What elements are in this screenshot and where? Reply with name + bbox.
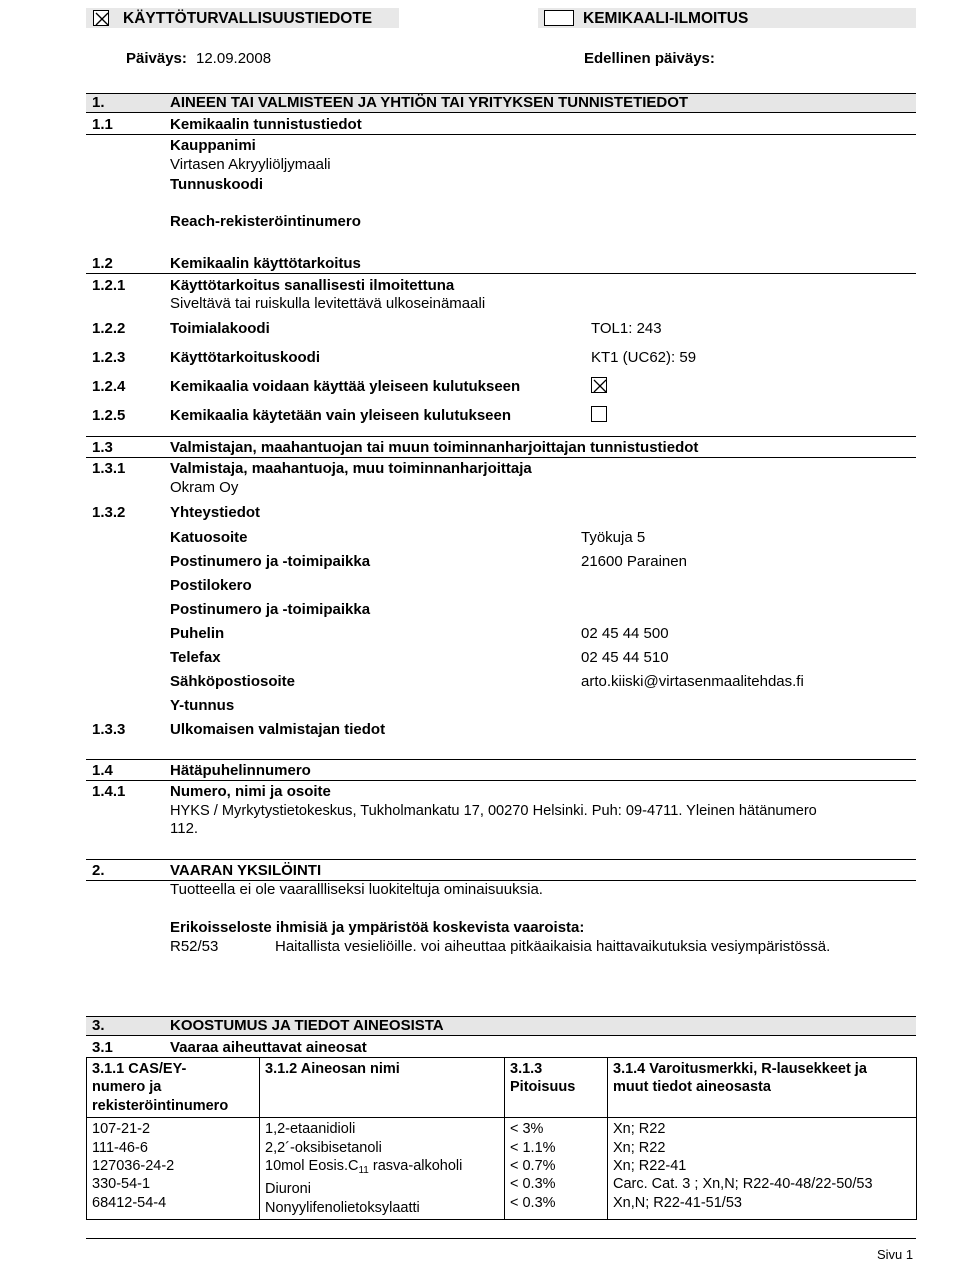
components-table: [86, 1057, 917, 1220]
date-value: 12.09.2008: [196, 50, 272, 67]
street-address-value: Työkuja 5: [581, 529, 646, 546]
cas-number: 107-21-2: [92, 1121, 151, 1138]
po-box-postal-label: Postinumero ja -toimipaikka: [170, 601, 371, 618]
date-label: Päiväys:: [126, 50, 187, 67]
checked-x-icon: [94, 11, 110, 27]
section-1-4-1-number: 1.4.1: [92, 783, 126, 800]
r-phrase-text: Haitallista vesieliöille. voi aiheuttaa pitkäaikaisia haittavaikutuksia vesiympäristössä.: [275, 938, 831, 955]
cas-number: 68412-54-4: [92, 1194, 167, 1211]
footer-rule: [86, 1238, 916, 1239]
checked-x-icon: [592, 378, 608, 394]
checkbox-kayttoturvallisuustiedote[interactable]: [93, 10, 109, 26]
section-1-number: 1.: [92, 94, 105, 111]
header-warnings-line-1: 3.1.4 Varoitusmerkki, R-lausekkeet ja: [613, 1061, 867, 1077]
fax-label: Telefax: [170, 649, 221, 666]
concentration-cell: [505, 1118, 608, 1220]
street-address-label: Katuosoite: [170, 529, 248, 546]
section-1-4-1-title: Numero, nimi ja osoite: [170, 783, 331, 800]
cas-number: 330-54-1: [92, 1176, 151, 1193]
section-1-2-4-title: Kemikaalia voidaan käyttää yleiseen kulutukseen: [170, 378, 521, 395]
previous-date-label: Edellinen päiväys:: [584, 50, 715, 67]
component-name: 1,2-etaanidioli: [265, 1121, 356, 1138]
concentration: < 0.3%: [510, 1194, 556, 1211]
trade-name-label: Kauppanimi: [170, 137, 256, 154]
hazard-text: Tuotteella ei ole vaarallliseksi luokiteltuja ominaisuuksia.: [170, 881, 543, 898]
component-name-subscript: 11: [358, 1165, 369, 1177]
section-1-2-3-number: 1.2.3: [92, 349, 126, 366]
page-number: Sivu 1: [877, 1247, 914, 1262]
component-name-prefix: 10mol Eosis.C: [265, 1158, 359, 1175]
concentration: < 0.3%: [510, 1176, 556, 1193]
section-1-2-1-number: 1.2.1: [92, 277, 126, 294]
table-row: [87, 1118, 917, 1220]
header-concentration-line-1: 3.1.3: [510, 1061, 543, 1077]
warning: Carc. Cat. 3 ; Xn,N; R22-40-48/22-50/53: [613, 1176, 873, 1193]
component-name-cell: [260, 1118, 505, 1220]
header-concentration-line-2: Pitoisuus: [510, 1079, 576, 1096]
section-1-1-rule: [86, 134, 916, 135]
header-warnings-line-2: muut tiedot aineosasta: [613, 1079, 771, 1096]
product-code-label: Tunnuskoodi: [170, 176, 264, 193]
phone-label: Puhelin: [170, 625, 225, 642]
warning: Xn; R22: [613, 1121, 666, 1138]
checkbox-kemikaali-ilmoitus[interactable]: [544, 10, 574, 26]
section-1-2-2-title: Toimialakoodi: [170, 320, 270, 337]
emergency-contact-line-2: 112.: [170, 820, 199, 837]
section-1-1-title: Kemikaalin tunnistustiedot: [170, 116, 362, 133]
section-2-top-rule: [86, 859, 916, 860]
postal-code-label: Postinumero ja -toimipaikka: [170, 553, 371, 570]
header-warnings: [608, 1058, 917, 1118]
section-1-2-rule: [86, 273, 916, 274]
warning: Xn; R22-41: [613, 1158, 687, 1175]
section-1-2-3-title: Käyttötarkoituskoodi: [170, 349, 321, 366]
section-1-2-5-title: Kemikaalia käytetään vain yleiseen kulutukseen: [170, 407, 512, 424]
header-cas-line-1: 3.1.1 CAS/EY-: [92, 1061, 187, 1077]
cas-number: 111-46-6: [92, 1139, 148, 1156]
header-concentration: [505, 1058, 608, 1118]
section-1-3-2-number: 1.3.2: [92, 504, 126, 521]
special-hazards-title: Erikoisseloste ihmisiä ja ympäristöä koskevista vaaroista:: [170, 919, 585, 936]
manufacturer-value: Okram Oy: [170, 479, 239, 496]
section-3-1-title: Vaaraa aiheuttavat aineosat: [170, 1039, 367, 1056]
header-cas-line-3: rekisteröintinumero: [92, 1097, 229, 1114]
cas-cell: [87, 1118, 260, 1220]
warning: Xn,N; R22-41-51/53: [613, 1194, 742, 1211]
header-cas-line-2: numero ja: [92, 1079, 162, 1096]
fax-value: 02 45 44 510: [581, 649, 669, 666]
section-3-title: KOOSTUMUS JA TIEDOT AINEOSISTA: [170, 1017, 444, 1034]
reach-number-label: Reach-rekisteröintinumero: [170, 213, 361, 230]
section-1-2-title: Kemikaalin käyttötarkoitus: [170, 255, 361, 272]
component-name: 2,2´-oksibisetanoli: [265, 1139, 382, 1156]
header-cas: [87, 1058, 260, 1118]
section-1-3-1-title: Valmistaja, maahantuoja, muu toiminnanharjoittaja: [170, 460, 532, 477]
section-1-3-3-number: 1.3.3: [92, 721, 126, 738]
business-id-label: Y-tunnus: [170, 697, 235, 714]
intended-use-value: Siveltävä tai ruiskulla levitettävä ulkoseinämaali: [170, 295, 486, 312]
header-name: [260, 1058, 505, 1118]
section-3-number: 3.: [92, 1017, 105, 1034]
section-1-3-number: 1.3: [92, 439, 113, 456]
section-1-4-number: 1.4: [92, 762, 113, 779]
component-name: Diuroni: [265, 1181, 311, 1198]
consumer-use-checkbox[interactable]: [591, 377, 607, 393]
section-1-4-title: Hätäpuhelinnumero: [170, 762, 311, 779]
header-name-line-1: 3.1.2 Aineosan nimi: [265, 1061, 400, 1077]
use-code-value: KT1 (UC62): 59: [591, 349, 697, 366]
section-1-2-2-number: 1.2.2: [92, 320, 126, 337]
section-2-title: VAARAN YKSILÖINTI: [170, 862, 322, 879]
cas-number: 127036-24-2: [92, 1158, 175, 1175]
section-1-3-3-title: Ulkomaisen valmistajan tiedot: [170, 721, 386, 738]
section-1-3-title: Valmistajan, maahantuojan tai muun toiminnanharjoittajan tunnistustiedot: [170, 439, 699, 456]
component-name: Nonyylifenolietoksylaatti: [265, 1199, 420, 1216]
emergency-contact-line-1: HYKS / Myrkytystietokeskus, Tukholmankatu 17, 00270 Helsinki. Puh: 09-4711. Yleinen hätänumero: [170, 803, 817, 819]
po-box-label: Postilokero: [170, 577, 252, 594]
r-phrase-code: R52/53: [170, 938, 219, 955]
concentration: < 0.7%: [510, 1158, 556, 1175]
email-value: arto.kiiski@virtasenmaalitehdas.fi: [581, 673, 804, 690]
section-1-2-1-title: Käyttötarkoitus sanallisesti ilmoitettuna: [170, 277, 455, 294]
consumer-only-checkbox[interactable]: [591, 406, 607, 422]
component-name-suffix: rasva-alkoholi: [368, 1158, 463, 1175]
warnings-cell: [608, 1118, 917, 1220]
warning: Xn; R22: [613, 1139, 666, 1156]
section-1-4-rule: [86, 780, 916, 781]
component-name-compound: [265, 1157, 499, 1180]
section-1-3-top-rule: [86, 436, 916, 437]
postal-code-value: 21600 Parainen: [581, 553, 687, 570]
section-1-3-1-number: 1.3.1: [92, 460, 126, 477]
section-2-number: 2.: [92, 862, 105, 879]
header-left-title: KÄYTTÖTURVALLISUUSTIEDOTE: [123, 10, 373, 27]
section-3-1-number: 3.1: [92, 1039, 113, 1056]
section-1-1-number: 1.1: [92, 116, 113, 133]
section-1-3-2-title: Yhteystiedot: [170, 504, 261, 521]
trade-name-value: Virtasen Akryyliöljymaali: [170, 156, 331, 173]
section-1-title: AINEEN TAI VALMISTEEN JA YHTIÖN TAI YRITYKSEN TUNNISTETIEDOT: [170, 94, 689, 111]
email-label: Sähköpostiosoite: [170, 673, 296, 690]
section-1-3-rule: [86, 457, 916, 458]
phone-value: 02 45 44 500: [581, 625, 669, 642]
section-1-4-top-rule: [86, 759, 916, 760]
section-1-2-number: 1.2: [92, 255, 113, 272]
table-header-row: [87, 1058, 917, 1118]
header-right-title: KEMIKAALI-ILMOITUS: [583, 10, 749, 27]
industry-code-value: TOL1: 243: [591, 320, 662, 337]
concentration: < 1.1%: [510, 1139, 556, 1156]
section-1-2-4-number: 1.2.4: [92, 378, 126, 395]
section-1-2-5-number: 1.2.5: [92, 407, 126, 424]
concentration: < 3%: [510, 1121, 544, 1138]
